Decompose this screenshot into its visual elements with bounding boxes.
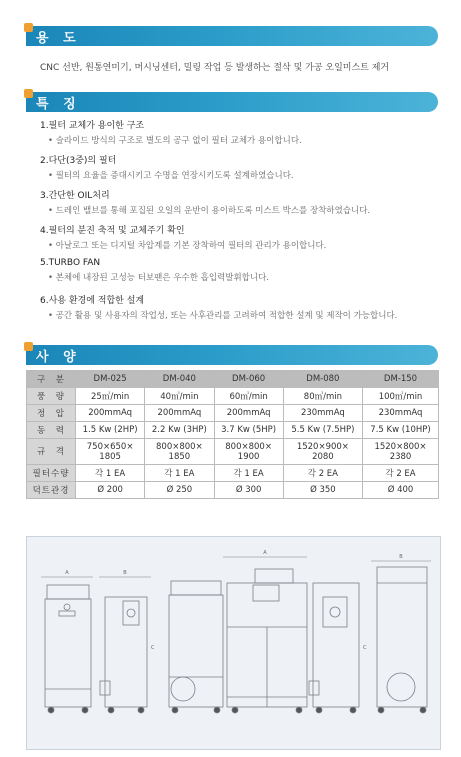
table-row: [27, 422, 439, 439]
table-cell: Ø 250: [145, 482, 214, 499]
table-cell: 60㎥/min: [214, 388, 283, 405]
dimension-label-b: B: [399, 554, 403, 560]
unit3-side: [309, 583, 359, 713]
table-header-cell: DM-080: [283, 371, 362, 388]
table-cell: 80㎥/min: [283, 388, 362, 405]
table-header-cell: 구 분: [27, 371, 76, 388]
section-marker-icon: [24, 23, 33, 32]
dimension-label-c: C: [363, 645, 367, 651]
feature-desc: • 아날로그 또는 디지털 차압계를 기본 장착하여 필터의 관리가 용이합니다.: [48, 241, 327, 251]
row-label: 풍 량: [27, 388, 76, 405]
feature-desc: • 슬라이드 방식의 구조로 별도의 공구 없이 필터 교체가 용이합니다.: [48, 136, 302, 146]
section-marker-icon: [24, 342, 33, 351]
table-cell: 230mmAq: [283, 405, 362, 422]
feature-title: 6.사용 환경에 적합한 설계: [40, 296, 145, 306]
feature-desc: • 본체에 내장된 고성능 터보팬은 우수한 흡입력발휘합니다.: [48, 273, 269, 283]
table-row: [27, 465, 439, 482]
unit3-front: [223, 557, 307, 713]
table-cell: Ø 350: [283, 482, 362, 499]
table-row: [27, 482, 439, 499]
table-header-cell: DM-060: [214, 371, 283, 388]
table-header-cell: DM-025: [76, 371, 145, 388]
table-cell: 100㎥/min: [363, 388, 439, 405]
unit1-front: [41, 577, 93, 713]
dimension-label-b: B: [123, 570, 127, 576]
table-cell: 각 1 EA: [214, 465, 283, 482]
usage-text: CNC 선반, 원통연미기, 머시닝센터, 밀링 작업 등 발생하는 절삭 및 가공 오일미스트 제거: [40, 63, 390, 73]
table-cell: 1520×800× 2380: [363, 439, 439, 465]
table-cell: 25㎥/min: [76, 388, 145, 405]
table-cell: 200mmAq: [214, 405, 283, 422]
usage-section-header: [26, 26, 438, 46]
feature-title: 2.다단(3중)의 필터: [40, 156, 117, 166]
section-marker-icon: [24, 89, 33, 98]
table-row: [27, 405, 439, 422]
feature-item: [40, 258, 450, 283]
table-header-cell: DM-040: [145, 371, 214, 388]
table-cell: 800×800× 1900: [214, 439, 283, 465]
row-label: 정 압: [27, 405, 76, 422]
feature-title: 5.TURBO FAN: [40, 258, 101, 268]
table-cell: 750×650× 1805: [76, 439, 145, 465]
unit2-front: [169, 581, 223, 713]
spec-table: [26, 370, 439, 499]
feature-title: 1.필터 교체가 용이한 구조: [40, 121, 145, 131]
table-row: [27, 388, 439, 405]
feature-item: [40, 118, 450, 146]
table-cell: 7.5 Kw (10HP): [363, 422, 439, 439]
table-cell: 200mmAq: [145, 405, 214, 422]
unit4-side: [371, 561, 431, 713]
table-cell: 5.5 Kw (7.5HP): [283, 422, 362, 439]
feature-title: 4.필터의 분진 축적 및 교체주기 확인: [40, 226, 185, 236]
spec-section-header: [26, 345, 438, 365]
usage-section-title: 용 도: [36, 31, 81, 46]
table-header-row: [27, 371, 439, 388]
table-cell: 각 1 EA: [76, 465, 145, 482]
feature-title: 3.간단한 OIL처리: [40, 191, 110, 201]
features-section-header: [26, 92, 438, 112]
table-cell: 800×800× 1850: [145, 439, 214, 465]
table-cell: 3.7 Kw (5HP): [214, 422, 283, 439]
row-label: 덕트관경: [27, 482, 76, 499]
table-cell: 각 2 EA: [283, 465, 362, 482]
row-label: 규 격: [27, 439, 76, 465]
feature-desc: • 필터의 요율을 증대시키고 수명을 연장시키도록 설계하였습니다.: [48, 171, 294, 181]
table-cell: 1.5 Kw (2HP): [76, 422, 145, 439]
feature-desc: • 드레인 밸브를 통해 포집된 오일의 운반이 용이하도록 미스트 박스를 장착하였습니다.: [48, 206, 371, 216]
table-cell: Ø 400: [363, 482, 439, 499]
table-cell: 2.2 Kw (3HP): [145, 422, 214, 439]
spec-section-title: 사 양: [36, 350, 81, 365]
feature-item: [40, 223, 450, 251]
features-section-title: 특 징: [36, 97, 81, 112]
table-cell: 200mmAq: [76, 405, 145, 422]
feature-item: [40, 293, 450, 321]
table-cell: 230mmAq: [363, 405, 439, 422]
table-cell: Ø 300: [214, 482, 283, 499]
dimension-label-a: A: [65, 570, 69, 576]
unit1-side: [99, 577, 151, 713]
dimension-label-a: A: [263, 550, 267, 556]
table-cell: Ø 200: [76, 482, 145, 499]
feature-item: [40, 188, 450, 216]
table-header-cell: DM-150: [363, 371, 439, 388]
product-drawing-svg: [27, 537, 440, 749]
table-row: [27, 439, 439, 465]
table-cell: 40㎥/min: [145, 388, 214, 405]
dimension-label-c: C: [151, 645, 155, 651]
table-cell: 각 2 EA: [363, 465, 439, 482]
table-cell: 각 1 EA: [145, 465, 214, 482]
row-label: 동 력: [27, 422, 76, 439]
feature-desc: • 공간 활용 및 사용자의 작업성, 또는 사후관리를 고려하여 적합한 설계 및 제작이 가능합니다.: [48, 311, 398, 321]
table-cell: 1520×900× 2080: [283, 439, 362, 465]
product-drawing: [26, 536, 441, 750]
feature-item: [40, 153, 450, 181]
row-label: 필터수량: [27, 465, 76, 482]
